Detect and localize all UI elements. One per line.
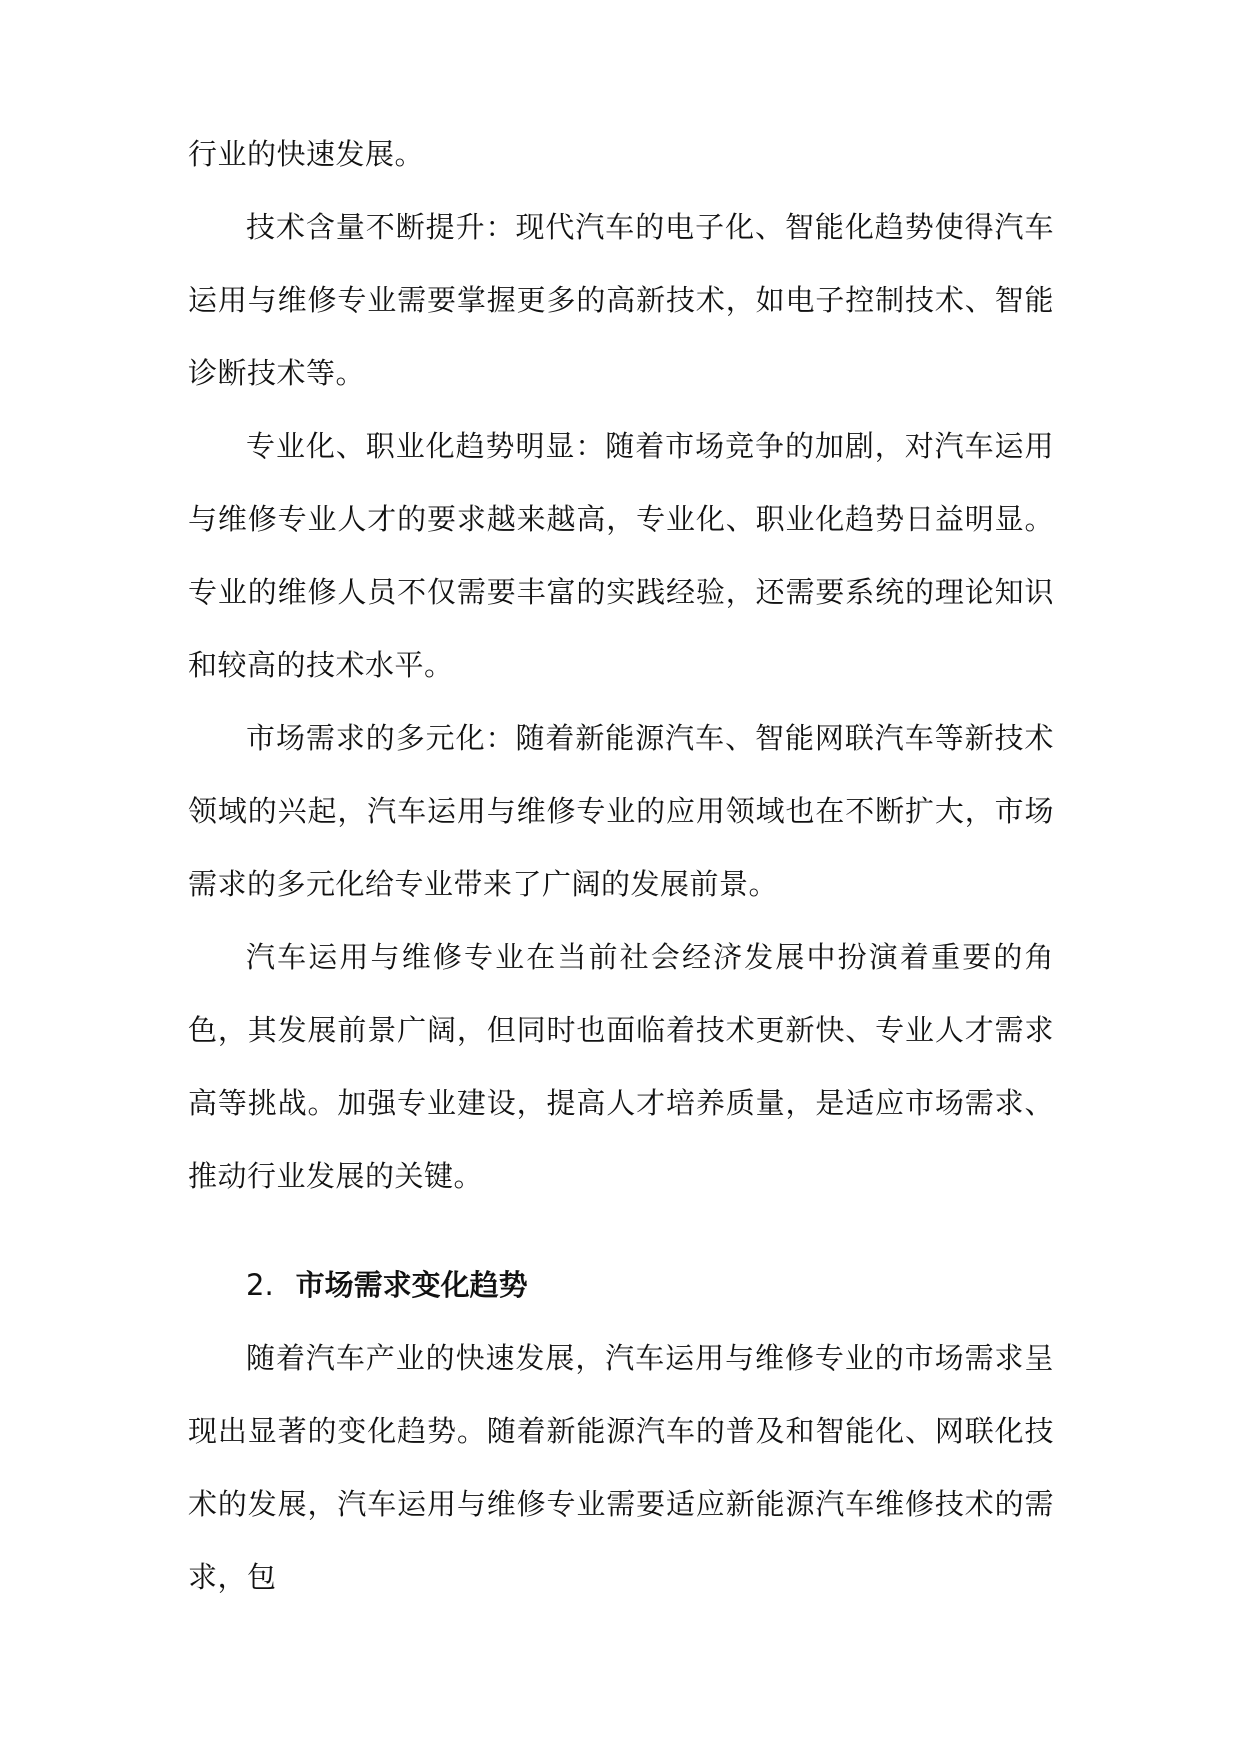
- paragraph-summary: 汽车运用与维修专业在当前社会经济发展中扮演着重要的角色，其发展前景广阔，但同时也面临着技术更新快、专业人才需求高等挑战。加强专业建设，提高人才培养质量，是适应市场需求、推动行业发展的关键。: [188, 940, 1054, 1193]
- paragraph-continuation: 行业的快速发展。: [188, 137, 425, 171]
- section-number: 2.: [246, 1268, 274, 1302]
- paragraph-technical-content: 技术含量不断提升：现代汽车的电子化、智能化趋势使得汽车运用与维修专业需要掌握更多的高新技术，如电子控制技术、智能诊断技术等。: [188, 210, 1054, 390]
- paragraph-market-trend: 随着汽车产业的快速发展，汽车运用与维修专业的市场需求呈现出显著的变化趋势。随着新能源汽车的普及和智能化、网联化技术的发展，汽车运用与维修专业需要适应新能源汽车维修技术的需求，包: [188, 1341, 1054, 1594]
- section-heading: [246, 1249, 1046, 1322]
- section-title: 市场需求变化趋势: [295, 1268, 528, 1302]
- paragraph-specialization: 专业化、职业化趋势明显：随着市场竞争的加剧，对汽车运用与维修专业人才的要求越来越高，专业化、职业化趋势日益明显。专业的维修人员不仅需要丰富的实践经验，还需要系统的理论知识和较高的技术水平。: [188, 429, 1054, 682]
- paragraph-market-diversification: 市场需求的多元化：随着新能源汽车、智能网联汽车等新技术领域的兴起，汽车运用与维修专业的应用领域也在不断扩大，市场需求的多元化给专业带来了广阔的发展前景。: [188, 721, 1054, 901]
